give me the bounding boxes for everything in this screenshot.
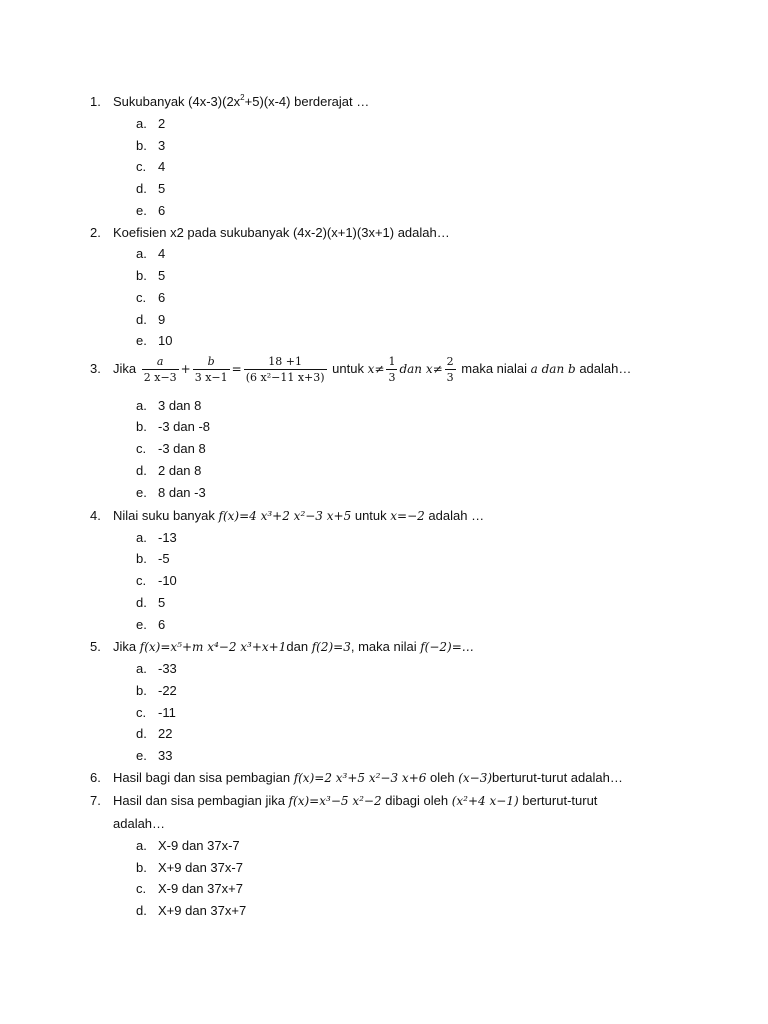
question-number: 3. bbox=[90, 360, 101, 376]
option-value: -10 bbox=[158, 573, 177, 588]
option-letter: c. bbox=[136, 159, 147, 174]
option-letter: d. bbox=[136, 463, 147, 478]
option-3e bbox=[136, 484, 206, 502]
polynomial-expr: f(x)=x⁵+m x⁴−2 x³+x+1 bbox=[139, 640, 287, 654]
operator: + bbox=[180, 361, 191, 376]
option-value: -22 bbox=[158, 683, 177, 698]
condition-expr: x≠ bbox=[367, 361, 385, 376]
fraction-numerator: b bbox=[193, 355, 230, 370]
option-5a bbox=[136, 660, 177, 678]
option-letter: a. bbox=[136, 398, 147, 413]
question-number: 6. bbox=[90, 770, 101, 785]
divisor-expr: (x²+4 x−1) bbox=[451, 794, 519, 808]
condition-expr: x=−2 bbox=[390, 509, 425, 523]
question-number: 4. bbox=[90, 508, 101, 523]
question-text-part: berturut-turut bbox=[522, 793, 598, 808]
option-letter: a. bbox=[136, 838, 147, 853]
option-value: 4 bbox=[158, 246, 166, 261]
option-letter: d. bbox=[136, 903, 147, 918]
option-value: -13 bbox=[158, 530, 177, 545]
question-4 bbox=[90, 507, 484, 525]
option-value: 2 dan 8 bbox=[158, 463, 202, 478]
option-4d bbox=[136, 594, 165, 612]
option-7d bbox=[136, 902, 246, 920]
question-5 bbox=[90, 638, 474, 656]
option-value: 2 bbox=[158, 116, 166, 131]
question-7-continuation: adalah… bbox=[113, 816, 166, 831]
option-1d bbox=[136, 180, 165, 198]
option-letter: e. bbox=[136, 333, 147, 348]
fraction-one-third bbox=[386, 355, 397, 384]
fraction-rhs bbox=[244, 355, 327, 384]
option-7a bbox=[136, 837, 240, 855]
option-1e bbox=[136, 202, 165, 220]
option-value: -11 bbox=[158, 705, 176, 720]
option-letter: c. bbox=[136, 290, 147, 305]
fraction-numerator: 1 bbox=[388, 355, 396, 368]
option-2e bbox=[136, 332, 172, 350]
option-value: 6 bbox=[158, 203, 166, 218]
question-number: 2. bbox=[90, 225, 101, 240]
option-letter: e. bbox=[136, 203, 147, 218]
option-letter: d. bbox=[136, 312, 147, 327]
exponent: 2 bbox=[240, 93, 245, 102]
option-7c bbox=[136, 880, 243, 898]
question-number: 7. bbox=[90, 793, 101, 808]
question-text: Koefisien x2 pada sukubanyak (4x-2)(x+1)(3x+1) adalah… bbox=[113, 225, 450, 240]
option-value: 9 bbox=[158, 312, 166, 327]
fraction-denominator: 3 x−1 bbox=[194, 371, 228, 384]
question-text-part: Sukubanyak (4x-3)(2x bbox=[113, 94, 241, 109]
option-1b bbox=[136, 137, 165, 155]
question-text-part: +5)(x-4) berderajat … bbox=[244, 94, 370, 109]
question-text-part: , maka nilai bbox=[350, 639, 417, 654]
option-4e bbox=[136, 616, 165, 634]
option-value: 5 bbox=[158, 181, 166, 196]
fraction-b bbox=[193, 355, 230, 384]
question-text-part: dibagi oleh bbox=[385, 793, 449, 808]
question-text-part: Jika bbox=[113, 639, 137, 654]
option-2c bbox=[136, 289, 165, 307]
option-3a bbox=[136, 397, 201, 415]
option-value: -5 bbox=[158, 551, 170, 566]
option-5d bbox=[136, 725, 172, 743]
question-2 bbox=[90, 224, 450, 242]
option-letter: e. bbox=[136, 748, 147, 763]
option-4b bbox=[136, 550, 170, 568]
option-4c bbox=[136, 572, 177, 590]
question-text-part: Nilai suku banyak bbox=[113, 508, 215, 523]
question-text-part: dan bbox=[286, 639, 309, 654]
option-3d bbox=[136, 462, 201, 480]
condition-expr: f(2)=3 bbox=[311, 640, 351, 654]
question-text-part: adalah … bbox=[428, 508, 485, 523]
option-value: -3 dan -8 bbox=[158, 419, 211, 434]
question-text-part: Jika bbox=[113, 360, 137, 376]
option-letter: c. bbox=[136, 441, 147, 456]
option-letter: b. bbox=[136, 683, 147, 698]
option-letter: c. bbox=[136, 881, 147, 896]
option-4a bbox=[136, 529, 177, 547]
option-letter: a. bbox=[136, 116, 147, 131]
question-text-part: maka nialai bbox=[461, 360, 528, 376]
option-value: 22 bbox=[158, 726, 173, 741]
option-letter: b. bbox=[136, 860, 147, 875]
question-1 bbox=[90, 93, 369, 111]
option-letter: c. bbox=[136, 573, 147, 588]
option-value: X+9 dan 37x-7 bbox=[158, 860, 243, 875]
question-text-part: berturut-turut adalah… bbox=[492, 770, 623, 785]
fraction-numerator: a bbox=[142, 355, 179, 370]
option-letter: b. bbox=[136, 551, 147, 566]
option-letter: e. bbox=[136, 617, 147, 632]
question-text-part: adalah… bbox=[579, 360, 632, 376]
option-value: 5 bbox=[158, 595, 166, 610]
option-value: -33 bbox=[158, 661, 177, 676]
fraction-denominator: (6 x²−11 x+3) bbox=[245, 371, 325, 384]
option-5c bbox=[136, 704, 176, 722]
option-1c bbox=[136, 158, 165, 176]
fraction-numerator: 2 bbox=[446, 355, 454, 368]
option-3b bbox=[136, 418, 210, 436]
option-value: 33 bbox=[158, 748, 173, 763]
option-letter: a. bbox=[136, 246, 147, 261]
polynomial-expr: f(x)=4 x³+2 x²−3 x+5 bbox=[218, 509, 352, 523]
option-letter: b. bbox=[136, 268, 147, 283]
fraction-denominator: 3 bbox=[388, 371, 396, 384]
option-7b bbox=[136, 859, 243, 877]
option-2b bbox=[136, 267, 165, 285]
question-text-part: Hasil dan sisa pembagian jika bbox=[113, 793, 285, 808]
option-5b bbox=[136, 682, 177, 700]
option-value: 6 bbox=[158, 617, 166, 632]
option-letter: b. bbox=[136, 138, 147, 153]
fraction-denominator: 3 bbox=[446, 371, 454, 384]
option-letter: b. bbox=[136, 419, 147, 434]
condition-expr: dan x≠ bbox=[399, 361, 443, 376]
option-1a bbox=[136, 115, 165, 133]
question-text-part: untuk bbox=[354, 508, 387, 523]
question-number: 1. bbox=[90, 94, 101, 109]
option-3c bbox=[136, 440, 206, 458]
option-2d bbox=[136, 311, 165, 329]
question-3 bbox=[90, 355, 631, 384]
question-text-part: untuk bbox=[332, 360, 364, 376]
option-value: -3 dan 8 bbox=[158, 441, 206, 456]
option-value: 8 dan -3 bbox=[158, 485, 206, 500]
fraction-denominator: 2 x−3 bbox=[143, 371, 177, 384]
fraction-two-thirds bbox=[445, 355, 456, 384]
option-letter: d. bbox=[136, 595, 147, 610]
polynomial-expr: f(x)=x³−5 x²−2 bbox=[288, 794, 382, 808]
question-text-part: Hasil bagi dan sisa pembagian bbox=[113, 770, 291, 785]
question-6 bbox=[90, 769, 623, 787]
divisor-expr: (x−3) bbox=[458, 771, 493, 785]
option-value: 3 dan 8 bbox=[158, 398, 202, 413]
fraction-numerator: 18 +1 bbox=[244, 355, 327, 370]
option-value: 5 bbox=[158, 268, 166, 283]
option-value: X-9 dan 37x-7 bbox=[158, 838, 240, 853]
option-letter: d. bbox=[136, 726, 147, 741]
polynomial-expr: f(x)=2 x³+5 x²−3 x+6 bbox=[293, 771, 427, 785]
option-value: 4 bbox=[158, 159, 166, 174]
option-value: X-9 dan 37x+7 bbox=[158, 881, 243, 896]
option-value: 3 bbox=[158, 138, 166, 153]
variable-expr: a dan b bbox=[530, 361, 576, 376]
operator: = bbox=[231, 361, 242, 376]
asked-value-expr: f(−2)=… bbox=[420, 640, 474, 654]
option-value: 10 bbox=[158, 333, 173, 348]
option-value: 6 bbox=[158, 290, 166, 305]
option-2a bbox=[136, 245, 165, 263]
question-number: 5. bbox=[90, 639, 101, 654]
question-text-part: oleh bbox=[430, 770, 455, 785]
option-value: X+9 dan 37x+7 bbox=[158, 903, 247, 918]
option-letter: e. bbox=[136, 485, 147, 500]
fraction-a bbox=[142, 355, 179, 384]
option-letter: d. bbox=[136, 181, 147, 196]
option-letter: a. bbox=[136, 530, 147, 545]
option-5e bbox=[136, 747, 172, 765]
question-7 bbox=[90, 792, 597, 810]
option-letter: a. bbox=[136, 661, 147, 676]
option-letter: c. bbox=[136, 705, 147, 720]
